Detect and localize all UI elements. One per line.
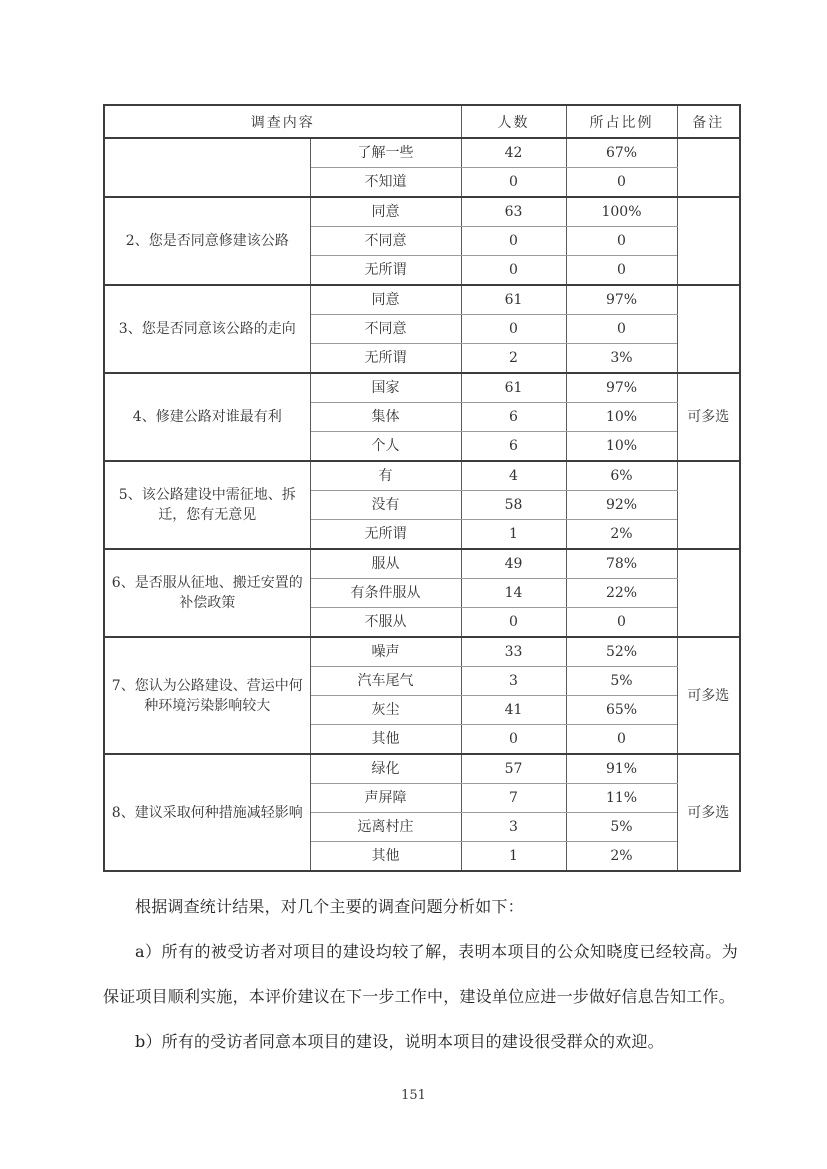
table-row <box>104 549 740 579</box>
ratio-cell: 92% <box>566 491 677 520</box>
option-cell: 不知道 <box>310 168 461 198</box>
ratio-cell: 52% <box>566 637 677 667</box>
ratio-cell: 0 <box>566 608 677 638</box>
question-cell: 6、是否服从征地、搬迁安置的补偿政策 <box>104 549 310 637</box>
option-cell: 无所谓 <box>310 344 461 374</box>
option-cell: 不服从 <box>310 608 461 638</box>
ratio-cell: 100% <box>566 197 677 227</box>
ratio-cell: 91% <box>566 754 677 784</box>
table-row <box>104 285 740 315</box>
count-cell: 61 <box>461 373 566 403</box>
question-cell <box>104 138 310 197</box>
question-cell: 5、该公路建设中需征地、拆迁，您有无意见 <box>104 461 310 549</box>
table-row <box>104 197 740 227</box>
table-row <box>104 637 740 667</box>
ratio-cell: 97% <box>566 285 677 315</box>
ratio-cell: 2% <box>566 842 677 872</box>
remark-cell <box>677 461 740 549</box>
option-cell: 了解一些 <box>310 138 461 168</box>
question-cell: 8、建议采取何种措施减轻影响 <box>104 754 310 871</box>
count-cell: 0 <box>461 315 566 344</box>
table-row <box>104 461 740 491</box>
count-cell: 3 <box>461 667 566 696</box>
count-cell: 61 <box>461 285 566 315</box>
count-cell: 58 <box>461 491 566 520</box>
ratio-cell: 2% <box>566 520 677 550</box>
option-cell: 其他 <box>310 842 461 872</box>
remark-cell <box>677 549 740 637</box>
count-cell: 63 <box>461 197 566 227</box>
ratio-cell: 0 <box>566 227 677 256</box>
remark-cell <box>677 138 740 197</box>
ratio-cell: 6% <box>566 461 677 491</box>
col-header-ratio: 所占比例 <box>566 105 677 138</box>
count-cell: 49 <box>461 549 566 579</box>
remark-cell <box>677 285 740 373</box>
option-cell: 汽车尾气 <box>310 667 461 696</box>
count-cell: 1 <box>461 842 566 872</box>
ratio-cell: 0 <box>566 256 677 286</box>
col-header-remark: 备注 <box>677 105 740 138</box>
table-row <box>104 754 740 784</box>
option-cell: 服从 <box>310 549 461 579</box>
count-cell: 1 <box>461 520 566 550</box>
question-cell: 4、修建公路对谁最有利 <box>104 373 310 461</box>
option-cell: 无所谓 <box>310 520 461 550</box>
ratio-cell: 5% <box>566 813 677 842</box>
option-cell: 无所谓 <box>310 256 461 286</box>
count-cell: 2 <box>461 344 566 374</box>
option-cell: 有条件服从 <box>310 579 461 608</box>
ratio-cell: 0 <box>566 315 677 344</box>
count-cell: 0 <box>461 168 566 198</box>
ratio-cell: 22% <box>566 579 677 608</box>
option-cell: 噪声 <box>310 637 461 667</box>
ratio-cell: 65% <box>566 696 677 725</box>
count-cell: 0 <box>461 256 566 286</box>
ratio-cell: 0 <box>566 725 677 755</box>
remark-cell: 可多选 <box>677 637 740 754</box>
option-cell: 绿化 <box>310 754 461 784</box>
ratio-cell: 0 <box>566 168 677 198</box>
analysis-point-b: b）所有的受访者同意本项目的建设，说明本项目的建设很受群众的欢迎。 <box>135 1032 664 1051</box>
survey-results-table <box>103 104 741 872</box>
ratio-cell: 97% <box>566 373 677 403</box>
count-cell: 3 <box>461 813 566 842</box>
remark-cell: 可多选 <box>677 754 740 871</box>
ratio-cell: 5% <box>566 667 677 696</box>
count-cell: 6 <box>461 432 566 462</box>
ratio-cell: 78% <box>566 549 677 579</box>
count-cell: 57 <box>461 754 566 784</box>
count-cell: 41 <box>461 696 566 725</box>
remark-cell <box>677 197 740 285</box>
analysis-section <box>103 884 738 1064</box>
option-cell: 国家 <box>310 373 461 403</box>
count-cell: 14 <box>461 579 566 608</box>
analysis-intro: 根据调查统计结果，对几个主要的调查问题分析如下： <box>135 897 524 916</box>
ratio-cell: 3% <box>566 344 677 374</box>
option-cell: 同意 <box>310 285 461 315</box>
table-header-row <box>104 105 740 138</box>
count-cell: 4 <box>461 461 566 491</box>
ratio-cell: 67% <box>566 138 677 168</box>
page-number: 151 <box>401 1088 426 1103</box>
option-cell: 不同意 <box>310 227 461 256</box>
count-cell: 0 <box>461 227 566 256</box>
ratio-cell: 10% <box>566 432 677 462</box>
col-header-count: 人数 <box>461 105 566 138</box>
option-cell: 同意 <box>310 197 461 227</box>
count-cell: 0 <box>461 725 566 755</box>
count-cell: 7 <box>461 784 566 813</box>
option-cell: 没有 <box>310 491 461 520</box>
option-cell: 个人 <box>310 432 461 462</box>
option-cell: 远离村庄 <box>310 813 461 842</box>
option-cell: 灰尘 <box>310 696 461 725</box>
count-cell: 0 <box>461 608 566 638</box>
option-cell: 声屏障 <box>310 784 461 813</box>
option-cell: 其他 <box>310 725 461 755</box>
table-row <box>104 138 740 168</box>
question-cell: 3、您是否同意该公路的走向 <box>104 285 310 373</box>
count-cell: 6 <box>461 403 566 432</box>
question-cell: 2、您是否同意修建该公路 <box>104 197 310 285</box>
col-header-survey-content: 调查内容 <box>104 105 461 138</box>
remark-cell: 可多选 <box>677 373 740 461</box>
option-cell: 集体 <box>310 403 461 432</box>
ratio-cell: 10% <box>566 403 677 432</box>
count-cell: 42 <box>461 138 566 168</box>
option-cell: 有 <box>310 461 461 491</box>
option-cell: 不同意 <box>310 315 461 344</box>
count-cell: 33 <box>461 637 566 667</box>
analysis-point-a: a）所有的被受访者对项目的建设均较了解，表明本项目的公众知晓度已经较高。为保证项目顺利实施，本评价建议在下一步工作中，建设单位应进一步做好信息告知工作。 <box>103 942 738 1006</box>
ratio-cell: 11% <box>566 784 677 813</box>
question-cell: 7、您认为公路建设、营运中何种环境污染影响较大 <box>104 637 310 754</box>
table-row <box>104 373 740 403</box>
